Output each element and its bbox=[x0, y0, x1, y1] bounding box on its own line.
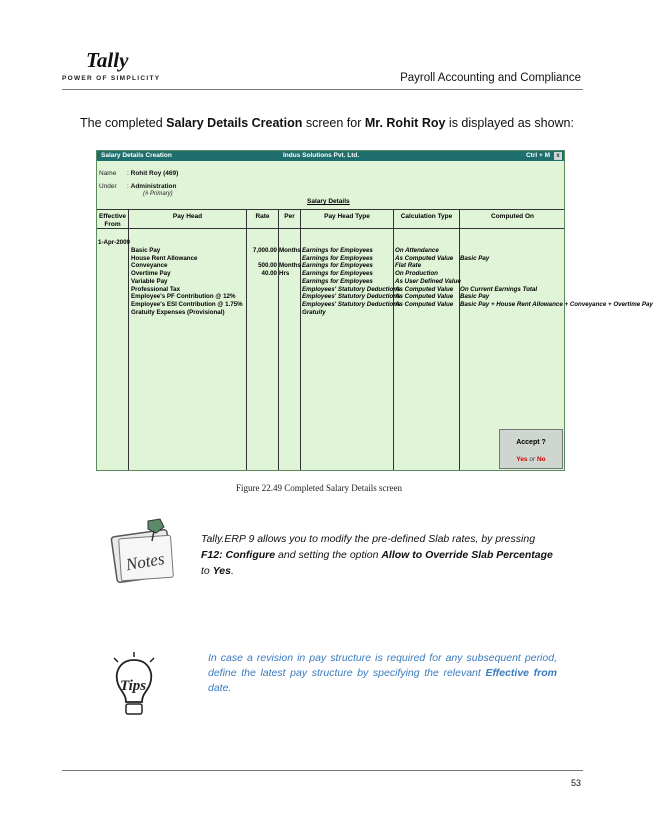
row-calculation-type: As Computed Value bbox=[395, 300, 454, 308]
row-pay-head-type: Employees' Statutory Deductions bbox=[302, 285, 401, 293]
row-rate: 40.00 bbox=[261, 270, 277, 278]
notes-t1: Tally.ERP 9 allows you to modify the pre-defined Slab rates, by pressing bbox=[201, 533, 536, 545]
row-pay-head: Variable Pay bbox=[131, 277, 168, 285]
close-icon[interactable]: x bbox=[554, 152, 562, 160]
col-divider bbox=[459, 209, 460, 470]
tips-t1: In case a revision in pay structure is required for any subsequent period, define the latest pay structure by specifying the relevant bbox=[208, 652, 557, 679]
notes-b1: F12: Configure bbox=[201, 549, 276, 561]
row-pay-head: Professional Tax bbox=[131, 285, 181, 293]
row-calculation-type: As Computed Value bbox=[395, 293, 454, 301]
tally-logo bbox=[62, 48, 162, 88]
row-pay-head-type: Employees' Statutory Deductions bbox=[302, 293, 401, 301]
col-header-rate: Rate bbox=[255, 213, 270, 220]
accept-yes-button[interactable]: Yes bbox=[516, 456, 528, 463]
notes-text bbox=[201, 531, 557, 579]
under-label: Under bbox=[99, 183, 117, 190]
footer-divider bbox=[62, 770, 583, 771]
salary-details-screen bbox=[96, 150, 653, 471]
row-calculation-type: As User Defined Value bbox=[395, 277, 461, 285]
row-pay-head: Employee's ESI Contribution @ 1.75% bbox=[131, 300, 243, 308]
row-calculation-type: As Computed Value bbox=[395, 254, 454, 262]
name-value: Rohit Roy (469) bbox=[130, 170, 179, 177]
col-header-per: Per bbox=[284, 213, 295, 220]
tips-text bbox=[208, 651, 557, 696]
row-pay-head: Basic Pay bbox=[131, 247, 161, 254]
effective-date[interactable]: 1-Apr-2009 bbox=[98, 239, 130, 246]
under-field[interactable]: : Administration bbox=[127, 183, 177, 190]
notes-b2: Allow to Override Slab Percentage bbox=[381, 549, 553, 561]
row-pay-head: Employee's PF Contribution @ 12% bbox=[131, 293, 236, 301]
col-header-calculation-type: Calculation Type bbox=[400, 213, 453, 220]
tips-b1: Effective from bbox=[485, 667, 557, 679]
header-divider bbox=[62, 89, 583, 90]
intro-sentence bbox=[80, 116, 574, 130]
row-calculation-type: Flat Rate bbox=[395, 262, 422, 270]
accept-no-button[interactable]: No bbox=[536, 456, 546, 463]
intro-pre: The completed bbox=[80, 116, 167, 130]
col-divider bbox=[128, 209, 129, 470]
page-header-title: Payroll Accounting and Compliance bbox=[400, 72, 581, 84]
tips-lightbulb-icon bbox=[108, 652, 160, 718]
row-per: Months bbox=[279, 247, 301, 254]
row-pay-head-type: Earnings for Employees bbox=[302, 277, 373, 285]
under-sub: (# Primary) bbox=[143, 191, 173, 197]
name-label: Name bbox=[99, 170, 117, 177]
row-rate: 7,000.00 bbox=[252, 247, 277, 254]
notes-t2: and setting the option bbox=[275, 549, 382, 561]
row-calculation-type: On Production bbox=[395, 270, 438, 278]
row-per: Hrs bbox=[279, 270, 290, 278]
row-pay-head: Overtime Pay bbox=[131, 270, 171, 278]
notes-icon bbox=[108, 519, 184, 583]
col-header-effective-from bbox=[97, 213, 128, 229]
tips-t2: date. bbox=[208, 682, 232, 694]
row-pay-head-type: Earnings for Employees bbox=[302, 270, 373, 278]
company-name: Indus Solutions Pvt. Ltd. bbox=[283, 152, 360, 159]
name-field[interactable]: : Rohit Roy (469) bbox=[127, 170, 179, 177]
intro-post: is displayed as shown: bbox=[445, 116, 574, 130]
accept-dialog bbox=[499, 429, 563, 469]
tally-tagline: POWER OF SIMPLICITY bbox=[62, 75, 161, 82]
row-calculation-type: As Computed Value bbox=[395, 285, 454, 293]
row-pay-head: House Rent Allowance bbox=[131, 254, 198, 262]
accept-options bbox=[500, 456, 562, 463]
accept-question: Accept ? bbox=[516, 439, 546, 446]
tips-icon-label: Tips bbox=[120, 678, 147, 694]
row-pay-head: Conveyance bbox=[131, 262, 168, 270]
notes-t3: to bbox=[201, 565, 213, 577]
row-calculation-type: On Attendance bbox=[395, 247, 439, 254]
col-header-effective-line1: Effective bbox=[98, 213, 127, 220]
row-pay-head-type: Gratuity bbox=[302, 308, 326, 316]
row-pay-head-type: Earnings for Employees bbox=[302, 254, 373, 262]
row-rate: 500.00 bbox=[258, 262, 277, 270]
row-computed-on: Basic Pay bbox=[460, 293, 490, 301]
notes-icon-label: Notes bbox=[124, 548, 166, 575]
col-header-effective-line2: From bbox=[104, 221, 121, 228]
page-number: 53 bbox=[570, 778, 581, 788]
tally-logo-wordmark: Tally bbox=[86, 48, 129, 72]
intro-screen-name: Salary Details Creation bbox=[166, 116, 303, 130]
tally-logo-mark bbox=[84, 48, 140, 72]
grid-header-rule bbox=[97, 228, 564, 229]
col-header-pay-head-type: Pay Head Type bbox=[324, 213, 370, 220]
notes-b3: Yes bbox=[212, 565, 231, 577]
screen-title: Salary Details Creation bbox=[101, 152, 172, 159]
notes-t4: . bbox=[230, 565, 234, 577]
col-divider bbox=[393, 209, 394, 470]
figure-caption: Figure 22.49 Completed Salary Details screen bbox=[236, 483, 402, 493]
screen-titlebar bbox=[97, 151, 564, 161]
intro-mid: screen for bbox=[302, 116, 365, 130]
col-header-pay-head: Pay Head bbox=[172, 213, 203, 220]
row-computed-on: Basic Pay bbox=[460, 254, 490, 262]
row-pay-head: Gratuity Expenses (Provisional) bbox=[131, 308, 225, 316]
grid-top-rule bbox=[97, 209, 564, 210]
row-computed-on: Basic Pay + House Rent Allowance + Conveyance + Overtime Pay bbox=[460, 300, 653, 308]
row-pay-head-type: Earnings for Employees bbox=[302, 247, 373, 254]
col-header-computed-on: Computed On bbox=[491, 213, 534, 220]
under-value: Administration bbox=[130, 183, 177, 190]
intro-employee: Mr. Rohit Roy bbox=[364, 116, 446, 130]
row-pay-head-type: Employees' Statutory Deductions bbox=[302, 300, 401, 308]
row-computed-on: On Current Earnings Total bbox=[460, 285, 538, 293]
accept-or: or bbox=[529, 456, 536, 463]
salary-details-title: Salary Details bbox=[307, 198, 350, 205]
row-per: Months bbox=[279, 262, 301, 270]
shortcut-hint: Ctrl + M bbox=[525, 152, 550, 159]
row-pay-head-type: Earnings for Employees bbox=[302, 262, 373, 270]
